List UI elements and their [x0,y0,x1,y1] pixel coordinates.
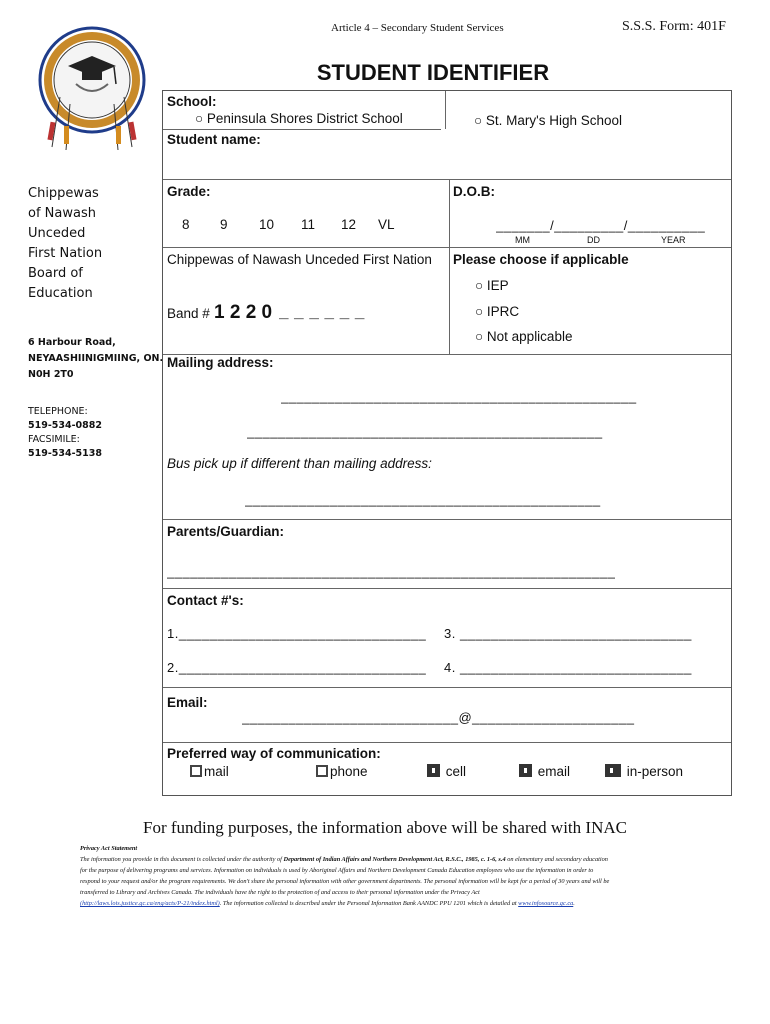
band-number-input[interactable]: _ _ _ _ _ _ [279,302,365,321]
page-title: STUDENT IDENTIFIER [316,60,550,85]
student-form [162,90,732,796]
divider [163,247,731,248]
privacy-line [80,854,725,865]
email-label: Email: [167,695,208,710]
contact-numbers-label: Contact #'s: [167,593,244,608]
comm-option-in-person[interactable] [605,764,683,779]
contact-number-1[interactable]: 1.________________________________ [167,626,427,641]
address-line: 6 Harbour Road, [28,337,116,348]
org-line: of Nawash [28,206,96,221]
mailing-address-line-1[interactable]: ______________________________________________ [281,389,637,404]
divider [163,179,731,180]
contact-number-2[interactable]: 2.________________________________ [167,660,427,675]
applicable-option-iprc[interactable]: ○ IPRC [475,304,520,319]
grade-option[interactable]: 12 [341,217,357,232]
school-option-peninsula[interactable]: ○ Peninsula Shores District School [195,111,403,126]
privacy-text: . The information collected is described under the Personal Information Bank AANDC PPU 1201 which is detailed at [219,900,519,907]
address-line: N0H 2T0 [28,369,74,380]
privacy-act-link[interactable]: (http://laws.lois.justice.gc.ca/eng/acts/P-21/index.html) [80,900,220,907]
divider [449,179,450,354]
divider [163,588,731,589]
band-label: Band # [167,306,210,321]
grade-label: Grade: [167,184,211,199]
fax-number: 519-534-5138 [28,448,102,459]
privacy-statement [80,843,725,909]
checkbox-icon[interactable] [427,764,440,777]
comm-option-phone[interactable] [316,764,368,779]
privacy-text: on elementary and secondary education [505,856,608,863]
applicable-option-not-applicable[interactable]: ○ Not applicable [475,329,573,344]
privacy-text: . [573,900,575,907]
org-line: Board of [28,266,83,281]
dob-input[interactable]: _______/_________/__________ [496,218,706,233]
organization-logo [30,22,155,152]
checkbox-icon[interactable] [190,765,202,777]
parents-guardian-input[interactable]: __________________________________________________________ [167,564,616,579]
checkbox-icon[interactable] [519,764,532,777]
comm-option-email[interactable] [519,764,570,779]
divider [163,519,731,520]
bus-pickup-input[interactable]: ______________________________________________ [245,492,601,507]
comm-option-mail[interactable] [190,764,229,779]
band-number: 1 2 2 0 [214,302,273,323]
comm-option-label: phone [330,764,368,779]
divider [445,91,446,129]
grade-option[interactable]: 11 [301,217,316,232]
dob-day-caption: DD [587,235,600,245]
privacy-line: respond to your request and/or the program requirements. We don't share the personal information with other government departments. The personal information will be kept for a period of 30 years and will be [80,878,610,885]
org-line: Chippewas [28,186,99,201]
mailing-address-line-2[interactable]: ______________________________________________ [247,424,603,439]
grade-option[interactable]: VL [378,217,395,232]
address-line: NEYAASHIINIGMIING, ON. [28,353,164,364]
infosource-link[interactable]: www.infosource.gc.ca [518,900,574,907]
privacy-text: The information you provide in this document is collected under the authority of [80,856,284,863]
student-name-label: Student name: [167,132,261,147]
organization-address [28,335,163,383]
grade-option[interactable]: 10 [259,217,275,232]
communication-label: Preferred way of communication: [167,746,381,761]
mailing-address-label: Mailing address: [167,355,274,370]
bus-pickup-label: Bus pick up if different than mailing address: [167,456,432,471]
comm-option-label: cell [445,764,467,779]
telephone-label: TELEPHONE: [28,406,88,417]
school-option-st-marys[interactable]: ○ St. Mary's High School [474,113,623,128]
applicable-label: Please choose if applicable [453,252,629,267]
divider [163,687,731,688]
grade-option[interactable]: 9 [220,217,228,232]
parents-guardian-label: Parents/Guardian: [167,524,285,539]
privacy-line [80,898,725,909]
organization-name [28,184,102,304]
grade-option[interactable]: 8 [182,217,190,232]
dob-label: D.O.B: [453,184,495,199]
org-line: Unceded [28,226,86,241]
org-line: Education [28,286,93,301]
checkbox-icon[interactable] [605,764,621,777]
school-label: School: [167,94,217,109]
first-nation-label: Chippewas of Nawash Unceded First Nation [167,252,432,267]
privacy-line: transferred to Library and Archives Canada. The individuals have the right to the protection of and access to their personal information under the Privacy Act [80,889,480,896]
telephone-number: 519-534-0882 [28,420,102,431]
checkbox-icon[interactable] [316,765,328,777]
dob-month-caption: MM [515,235,530,245]
form-number: S.S.S. Form: 401F [622,19,726,34]
privacy-act-reference: Department of Indian Affairs and Northern Development Act, R.S.C., 1985, c. 1-6, s.4 [283,856,506,863]
comm-option-cell[interactable] [427,764,466,779]
applicable-option-iep[interactable]: ○ IEP [475,278,509,293]
divider [163,742,731,743]
comm-option-label: mail [204,764,229,779]
org-line: First Nation [28,246,103,261]
privacy-line: for the purpose of delivering programs and services. Information on individuals is used by Aboriginal Affairs and Northern Development Canada Education employees who use the information in order to [80,867,594,874]
comm-option-label: in-person [626,764,684,779]
organization-contact [28,405,102,461]
contact-number-3[interactable]: 3. ______________________________ [444,626,692,641]
funding-notice: For funding purposes, the information above will be shared with INAC [143,818,627,837]
article-heading: Article 4 – Secondary Student Services [331,22,504,34]
comm-option-label: email [537,764,571,779]
email-input[interactable]: ____________________________@_____________________ [242,710,635,725]
dob-year-caption: YEAR [661,235,686,245]
privacy-title: Privacy Act Statement [80,845,138,852]
fax-label: FACSIMILE: [28,434,80,445]
contact-number-4[interactable]: 4. ______________________________ [444,660,692,675]
divider [163,129,441,130]
